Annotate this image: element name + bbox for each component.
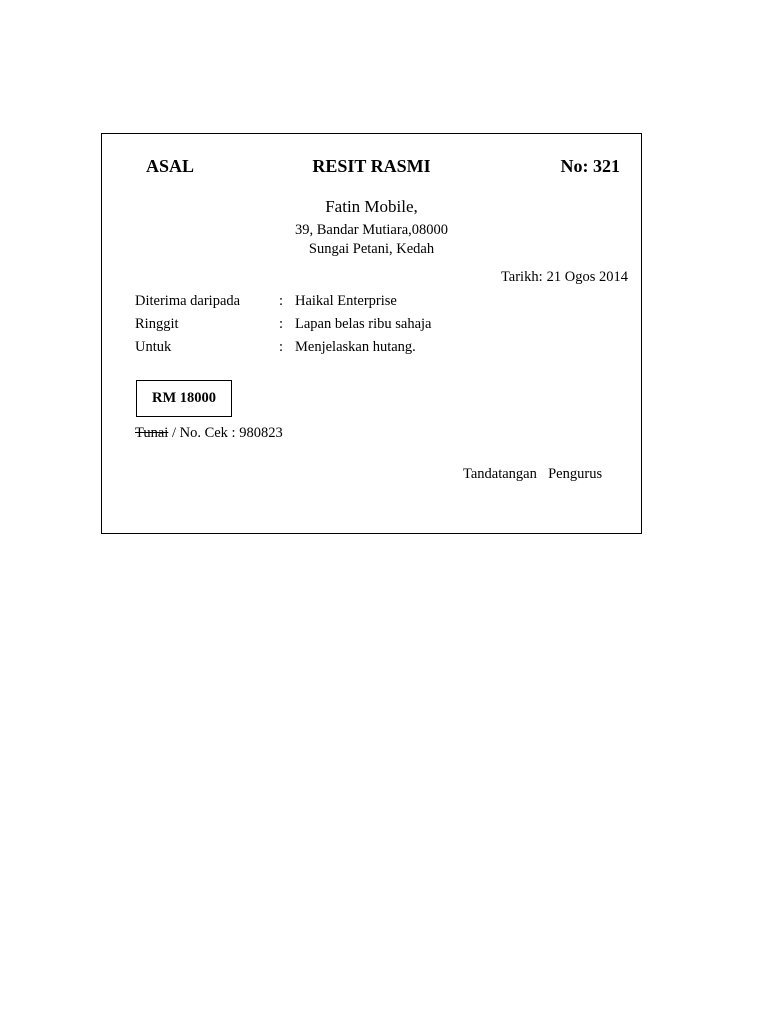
date-label: Tarikh: xyxy=(500,269,543,285)
receipt-number: No: 321 xyxy=(560,156,620,176)
field-label: Ringgit xyxy=(135,316,179,332)
payment-cash-struck: Tunai xyxy=(135,425,169,441)
field-value: Haikal Enterprise xyxy=(295,293,397,309)
field-separator: : xyxy=(279,339,284,355)
field-separator: : xyxy=(279,316,284,332)
payment-method xyxy=(135,425,283,442)
company-name: Fatin Mobile, xyxy=(325,197,418,216)
receipt-title: RESIT RASMI xyxy=(312,156,431,176)
field-label: Diterima daripada xyxy=(135,293,241,309)
field-value: Menjelaskan hutang. xyxy=(295,339,416,355)
receipt-card xyxy=(101,133,642,534)
amount-box: RM 18000 xyxy=(136,380,232,417)
copy-label: ASAL xyxy=(146,156,195,176)
address-line-2: Sungai Petani, Kedah xyxy=(308,241,435,257)
payment-cheque: / No. Cek : 980823 xyxy=(168,425,283,441)
field-separator: : xyxy=(279,293,284,309)
receipt-date xyxy=(501,269,628,286)
field-label: Untuk xyxy=(135,339,172,355)
signature-label: Tandatangan Pengurus xyxy=(463,466,603,482)
field-value: Lapan belas ribu sahaja xyxy=(295,316,432,332)
date-value: 21 Ogos 2014 xyxy=(546,269,628,285)
address-line-1: 39, Bandar Mutiara,08000 xyxy=(294,222,449,238)
